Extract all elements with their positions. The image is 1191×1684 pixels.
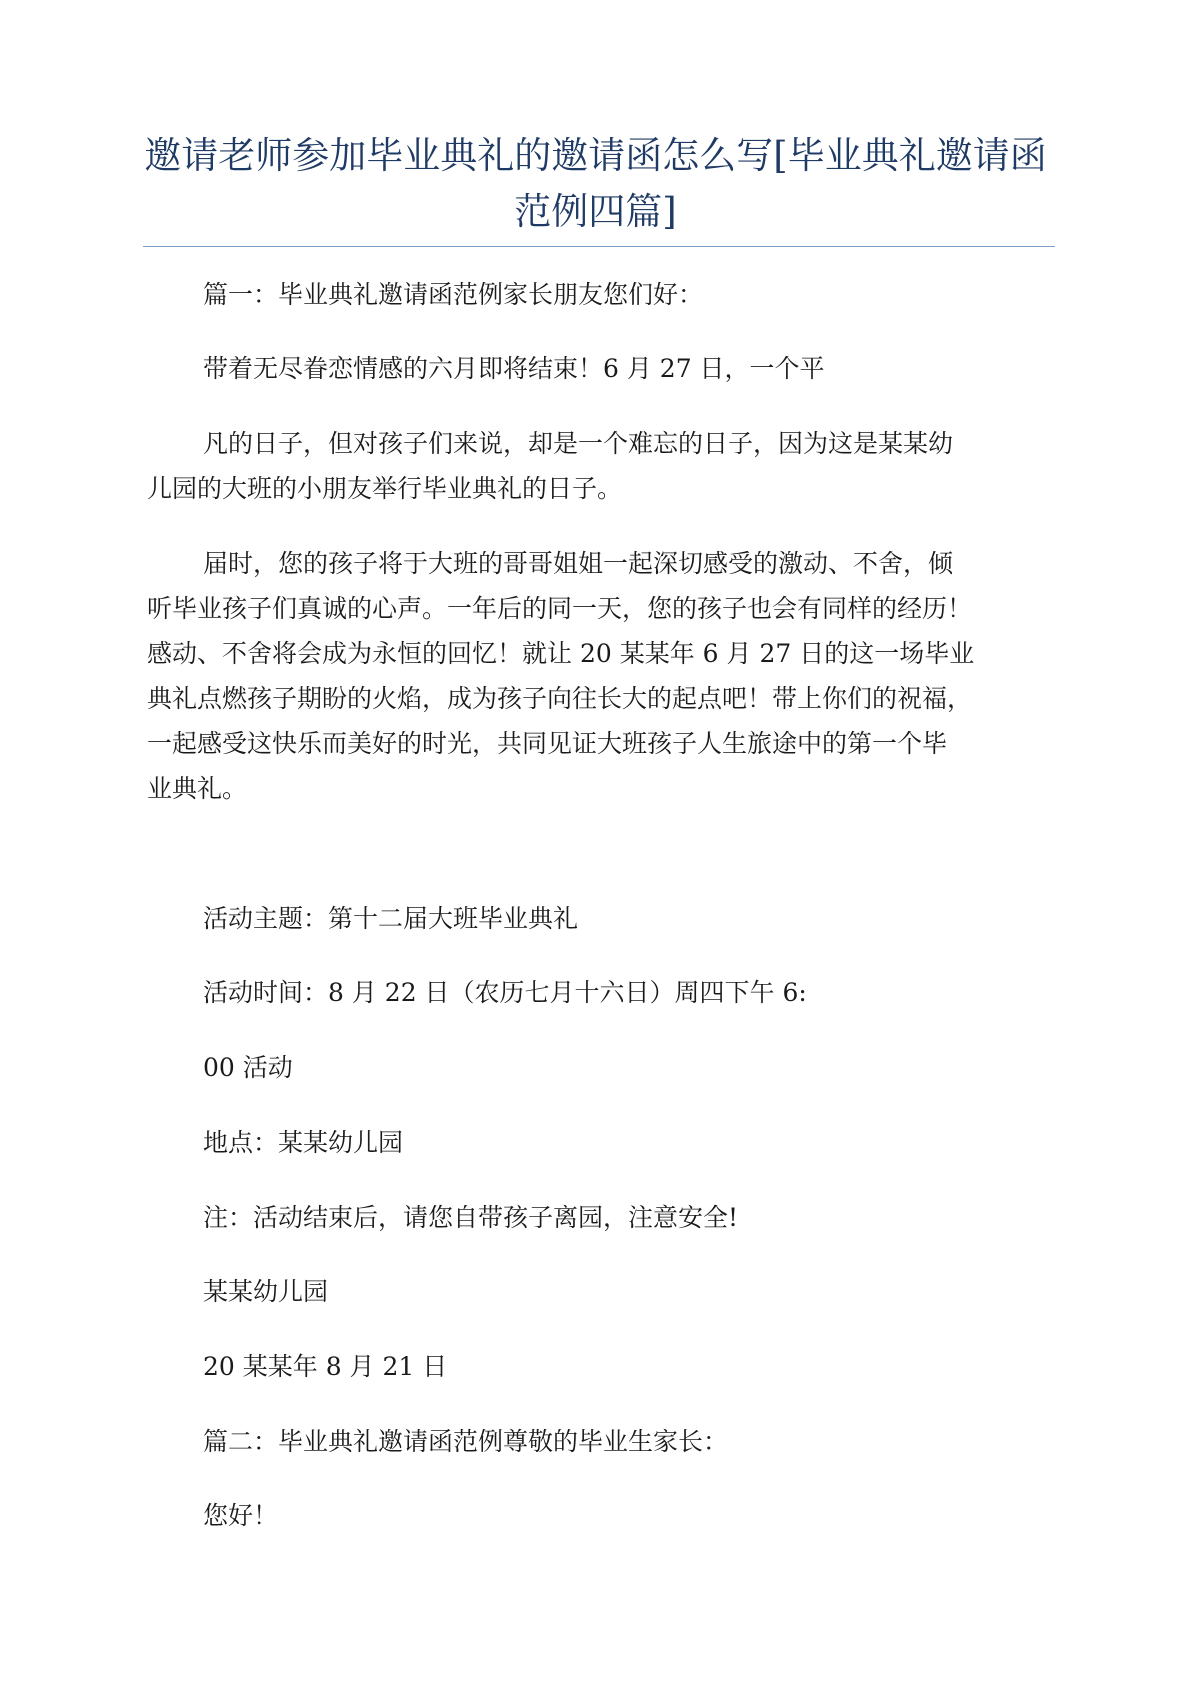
paragraph (147, 1195, 1059, 1240)
paragraph-line: 届时，您的孩子将于大班的哥哥姐姐一起深切感受的激动、不舍，倾 (203, 549, 954, 578)
paragraph (147, 272, 1059, 317)
paragraph-line: 听毕业孩子们真诚的心声。一年后的同一天，您的孩子也会有同样的经历！ (147, 594, 973, 623)
paragraph-line: 地点：某某幼儿园 (203, 1128, 404, 1157)
paragraph-line: 儿园的大班的小朋友举行毕业典礼的日子。 (147, 474, 623, 503)
paragraph (147, 421, 1059, 511)
paragraph (147, 1344, 1059, 1389)
paragraph (147, 1120, 1059, 1165)
paragraph (147, 896, 1059, 941)
paragraph-line: 某某幼儿园 (203, 1277, 329, 1306)
paragraph (147, 1419, 1059, 1464)
paragraph (147, 1269, 1059, 1314)
paragraph-line: 您好！ (203, 1501, 279, 1530)
paragraph (147, 1493, 1059, 1538)
paragraph-line: 活动主题：第十二届大班毕业典礼 (203, 904, 579, 933)
paragraph-line: 篇二：毕业典礼邀请函范例尊敬的毕业生家长： (203, 1427, 729, 1456)
paragraph-line: 活动时间：8 月 22 日（农历七月十六日）周四下午 6: (203, 978, 807, 1007)
paragraph (147, 970, 1059, 1015)
paragraph-line: 篇一：毕业典礼邀请函范例家长朋友您们好： (203, 280, 704, 309)
paragraph-line: 凡的日子，但对孩子们来说，却是一个难忘的日子，因为这是某某幼 (203, 429, 954, 458)
paragraph-line: 带着无尽眷恋情感的六月即将结束！6 月 27 日，一个平 (203, 354, 825, 383)
paragraph-line: 业典礼。 (147, 774, 248, 803)
document-title (140, 128, 1051, 240)
title-divider (143, 246, 1055, 247)
paragraph (147, 541, 1059, 811)
paragraph (147, 1045, 1059, 1090)
paragraph-line: 00 活动 (203, 1053, 293, 1082)
paragraph-line: 20 某某年 8 月 21 日 (203, 1352, 448, 1381)
paragraph-line: 注：活动结束后，请您自带孩子离园，注意安全! (203, 1203, 739, 1232)
paragraph-line: 典礼点燃孩子期盼的火焰，成为孩子向往长大的起点吧！带上你们的祝福， (147, 684, 973, 713)
paragraph-line: 一起感受这快乐而美好的时光，共同见证大班孩子人生旅途中的第一个毕 (147, 729, 948, 758)
paragraph (147, 346, 1059, 391)
title-line-1: 邀请老师参加毕业典礼的邀请函怎么写[毕业典礼邀请函 (144, 134, 1047, 177)
paragraph-line: 感动、不舍将会成为永恒的回忆！就让 20 某某年 6 月 27 日的这一场毕业 (147, 639, 975, 668)
title-line-2: 范例四篇] (514, 190, 677, 233)
